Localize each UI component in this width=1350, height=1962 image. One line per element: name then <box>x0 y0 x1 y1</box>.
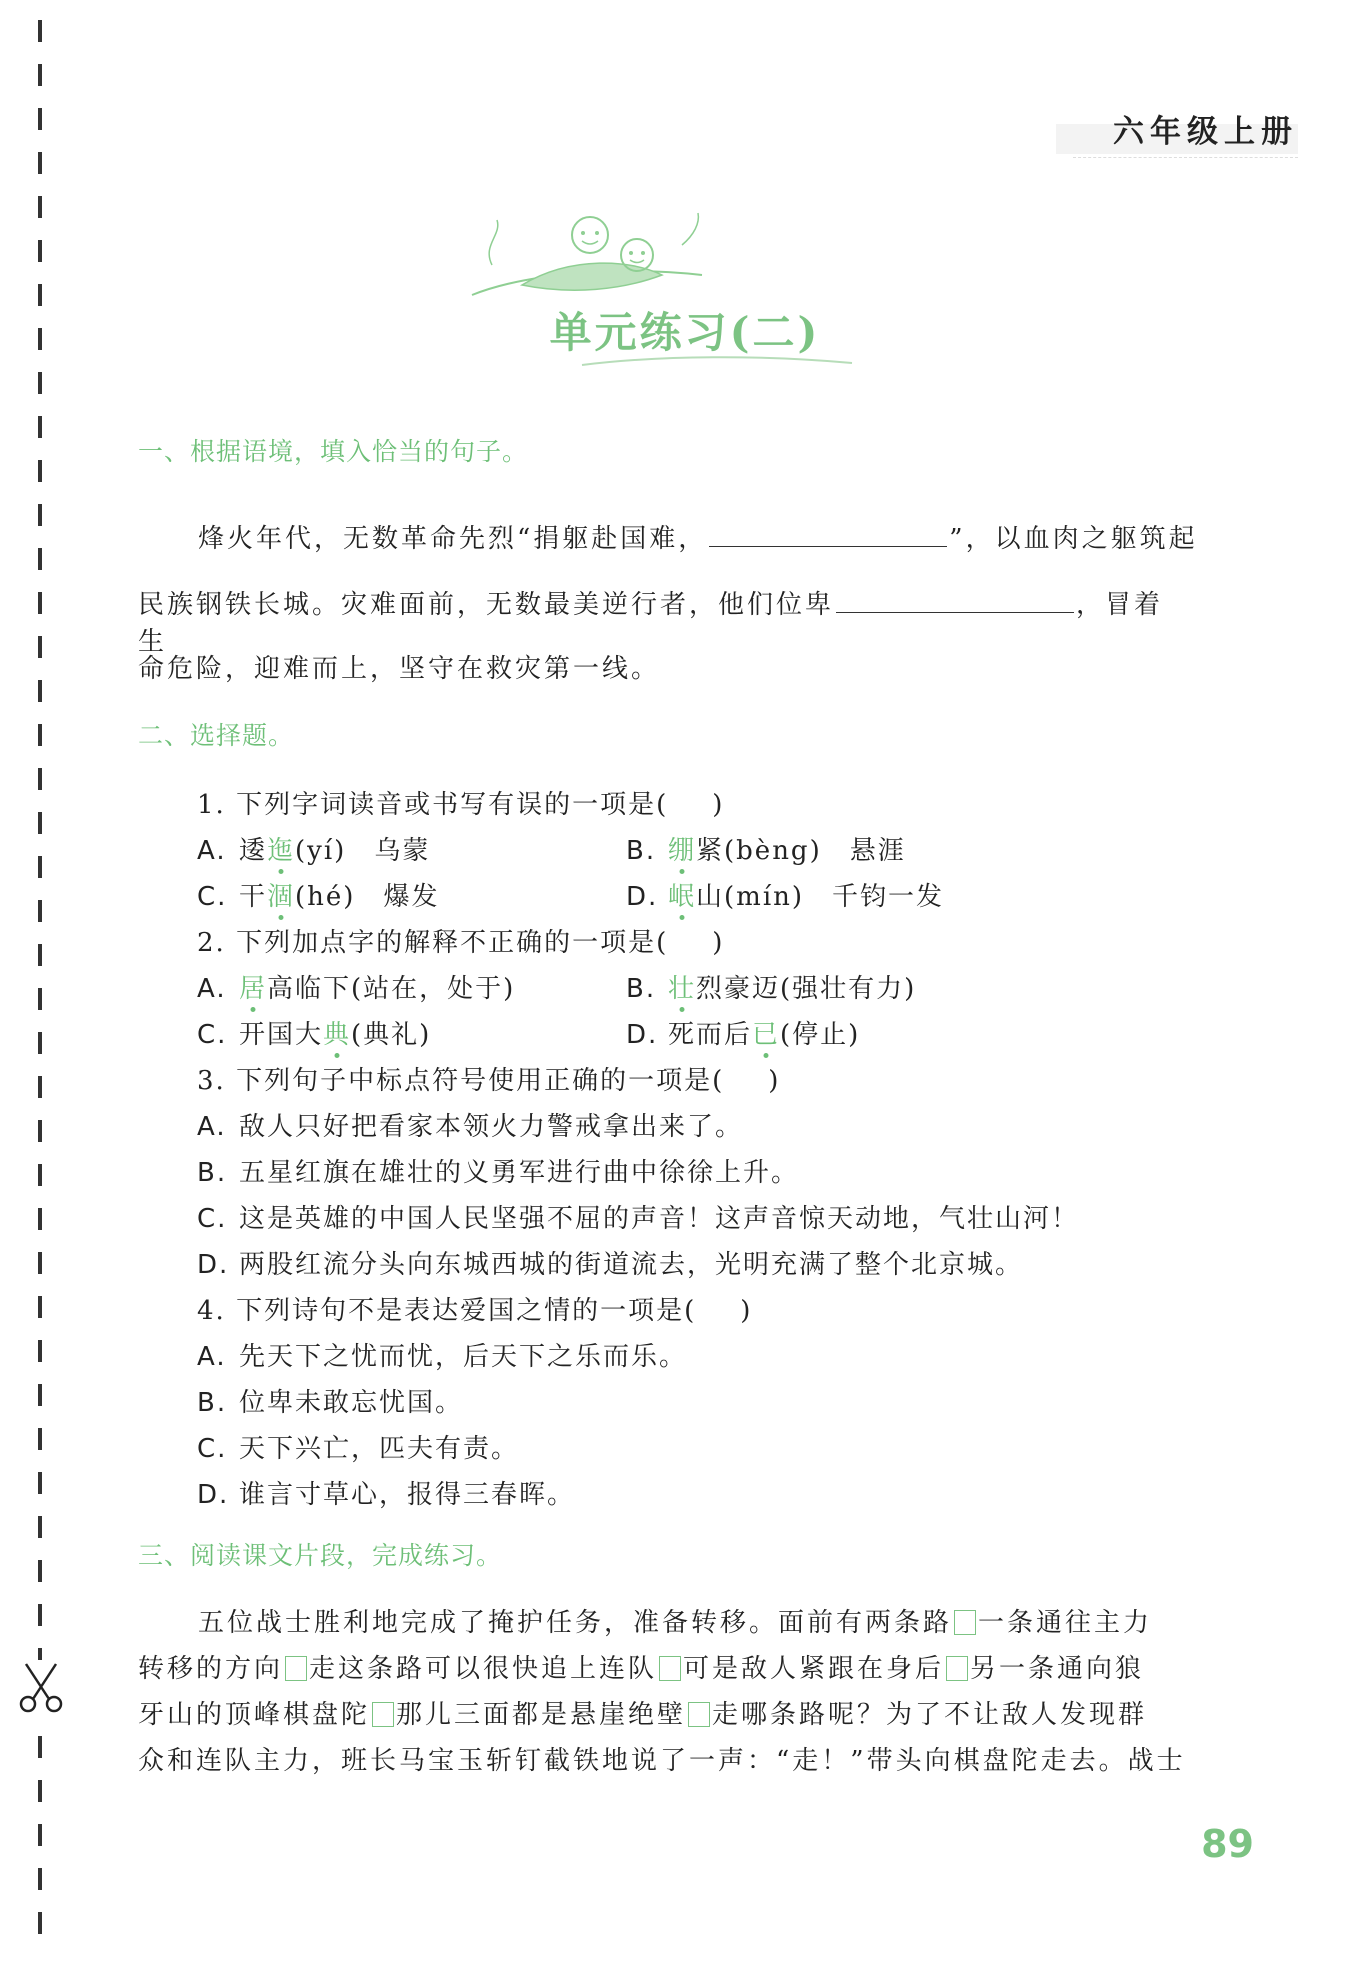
passage-line-3 <box>138 1692 1147 1738</box>
option-letter: A. <box>197 836 227 866</box>
option-text: 先天下之忧而忧，后天下之乐而乐。 <box>239 1342 688 1372</box>
dotted-char: 壮 <box>668 974 697 1004</box>
option-text: 五星红旗在雄壮的义勇军进行曲中徐徐上升。 <box>239 1158 800 1188</box>
punctuation-box[interactable] <box>954 1610 976 1635</box>
grade-label: 六年级上册 <box>1073 104 1298 158</box>
option-letter: D. <box>626 1020 659 1050</box>
q3-option-c[interactable] <box>197 1198 1079 1235</box>
q4-option-c[interactable] <box>197 1428 519 1465</box>
passage-line-4: 众和连队主力，班长马宝玉斩钉截铁地说了一声：“走！”带头向棋盘陀走去。战士 <box>138 1746 1186 1776</box>
punctuation-box[interactable] <box>659 1656 681 1681</box>
line-2-text-a: 民族钢铁长城。灾难面前，无数最美逆行者，他们位卑 <box>138 590 835 620</box>
passage-text: 转移的方向 <box>138 1654 284 1684</box>
q4-option-b[interactable] <box>197 1382 463 1419</box>
option-text: 高临下(站在，处于) <box>267 974 516 1004</box>
q2-option-a[interactable] <box>197 968 515 1005</box>
dotted-char: 绷 <box>668 836 697 866</box>
punctuation-box[interactable] <box>372 1702 394 1727</box>
question-4 <box>197 1290 752 1327</box>
option-text: 位卑未敢忘忧国。 <box>239 1388 464 1418</box>
passage-line-1 <box>198 1600 1152 1646</box>
option-letter: C. <box>197 1204 228 1234</box>
dotted-char: 居 <box>239 974 268 1004</box>
dotted-char: 涸 <box>267 882 296 912</box>
section-1-line-2 <box>138 584 1190 658</box>
question-2-text: 2. 下列加点字的解释不正确的一项是( <box>197 928 669 958</box>
line-1-text-a: 烽火年代，无数革命先烈“捐躯赴国难， <box>198 524 708 554</box>
passage-text: 走哪条路呢？为了不让敌人发现群 <box>712 1700 1148 1730</box>
option-letter: D. <box>197 1250 230 1280</box>
q3-option-d[interactable] <box>197 1244 1023 1281</box>
option-text: 死而后 <box>668 1020 753 1050</box>
option-text: 这是英雄的中国人民坚强不屈的声音！这声音惊天动地，气壮山河！ <box>239 1204 1080 1234</box>
q2-option-b[interactable] <box>626 968 916 1005</box>
option-text: 山(mín) 千钧一发 <box>696 882 945 912</box>
option-letter: C. <box>197 1434 228 1464</box>
q1-option-c[interactable] <box>197 876 439 913</box>
option-letter: A. <box>197 1112 227 1142</box>
scissors-icon <box>16 1660 68 1716</box>
section-1-line-3: 命危险，迎难而上，坚守在救灾第一线。 <box>138 654 661 684</box>
question-1-close: ) <box>712 790 725 820</box>
punctuation-box[interactable] <box>946 1656 968 1681</box>
option-letter: D. <box>626 882 659 912</box>
question-3 <box>197 1060 780 1097</box>
option-text: 紧(bèng) 悬涯 <box>696 836 906 866</box>
question-3-text: 3. 下列句子中标点符号使用正确的一项是( <box>197 1066 725 1096</box>
dotted-char: 典 <box>323 1020 352 1050</box>
passage-text: 那儿三面都是悬崖绝壁 <box>396 1700 687 1730</box>
question-1 <box>197 784 724 821</box>
option-text: 谁言寸草心，报得三春晖。 <box>239 1480 576 1510</box>
q3-option-b[interactable] <box>197 1152 799 1189</box>
passage-text: 走这条路可以很快追上连队 <box>309 1654 658 1684</box>
option-text: (hé) 爆发 <box>295 882 440 912</box>
passage-text: 五位战士胜利地完成了掩护任务，准备转移。面前有两条路 <box>198 1608 953 1638</box>
option-text: (停止) <box>780 1020 861 1050</box>
option-letter: A. <box>197 974 227 1004</box>
option-text: 逶 <box>239 836 268 866</box>
question-3-close: ) <box>768 1066 781 1096</box>
q2-option-d[interactable] <box>626 1014 860 1051</box>
answer-blank-1[interactable] <box>709 518 947 547</box>
q1-option-b[interactable] <box>626 830 906 867</box>
question-4-close: ) <box>740 1296 753 1326</box>
option-letter: B. <box>626 974 657 1004</box>
section-2-heading: 二、选择题。 <box>138 721 295 750</box>
question-1-text: 1. 下列字词读音或书写有误的一项是( <box>197 790 669 820</box>
option-letter: B. <box>626 836 657 866</box>
punctuation-box[interactable] <box>688 1702 710 1727</box>
dotted-char: 岷 <box>668 882 697 912</box>
answer-blank-2[interactable] <box>836 584 1074 613</box>
q3-option-a[interactable] <box>197 1106 743 1143</box>
option-letter: C. <box>197 882 228 912</box>
option-letter: D. <box>197 1480 230 1510</box>
passage-text: 另一条通向狼 <box>970 1654 1145 1684</box>
section-1-heading: 一、根据语境，填入恰当的句子。 <box>138 437 529 466</box>
passage-text: 牙山的顶峰棋盘陀 <box>138 1700 371 1730</box>
unit-title: 单元练习(二) <box>549 308 821 357</box>
dotted-char: 迤 <box>267 836 296 866</box>
option-text: 烈豪迈(强壮有力) <box>696 974 917 1004</box>
option-text: 干 <box>239 882 268 912</box>
question-4-text: 4. 下列诗句不是表达爱国之情的一项是( <box>197 1296 697 1326</box>
passage-line-2 <box>138 1646 1144 1692</box>
option-text: 开国大 <box>239 1020 324 1050</box>
option-text: 敌人只好把看家本领火力警戒拿出来了。 <box>239 1112 744 1142</box>
option-text: 天下兴亡，匹夫有责。 <box>239 1434 520 1464</box>
option-letter: B. <box>197 1158 228 1188</box>
option-letter: B. <box>197 1388 228 1418</box>
q1-option-a[interactable] <box>197 830 430 867</box>
section-1-line-1 <box>198 518 1250 555</box>
passage-text: 一条通往主力 <box>978 1608 1153 1638</box>
question-2 <box>197 922 724 959</box>
option-letter: C. <box>197 1020 228 1050</box>
option-text: (yí) 乌蒙 <box>295 836 431 866</box>
punctuation-box[interactable] <box>285 1656 307 1681</box>
option-text: 两股红流分头向东城西城的街道流去，光明充满了整个北京城。 <box>239 1250 1024 1280</box>
q1-option-d[interactable] <box>626 876 944 913</box>
option-text: (典礼) <box>351 1020 432 1050</box>
line-2-text-b: ，冒着生 <box>138 590 1164 657</box>
option-letter: A. <box>197 1342 227 1372</box>
q4-option-a[interactable] <box>197 1336 687 1373</box>
page-number: 89 <box>1201 1822 1254 1866</box>
line-1-text-b: ”，以血肉之躯筑起 <box>949 524 1198 554</box>
section-3-heading: 三、阅读课文片段，完成练习。 <box>138 1541 503 1570</box>
question-2-close: ) <box>712 928 725 958</box>
dotted-char: 已 <box>752 1020 781 1050</box>
passage-text: 可是敌人紧跟在身后 <box>683 1654 945 1684</box>
q4-option-d[interactable] <box>197 1474 575 1511</box>
q2-option-c[interactable] <box>197 1014 431 1051</box>
